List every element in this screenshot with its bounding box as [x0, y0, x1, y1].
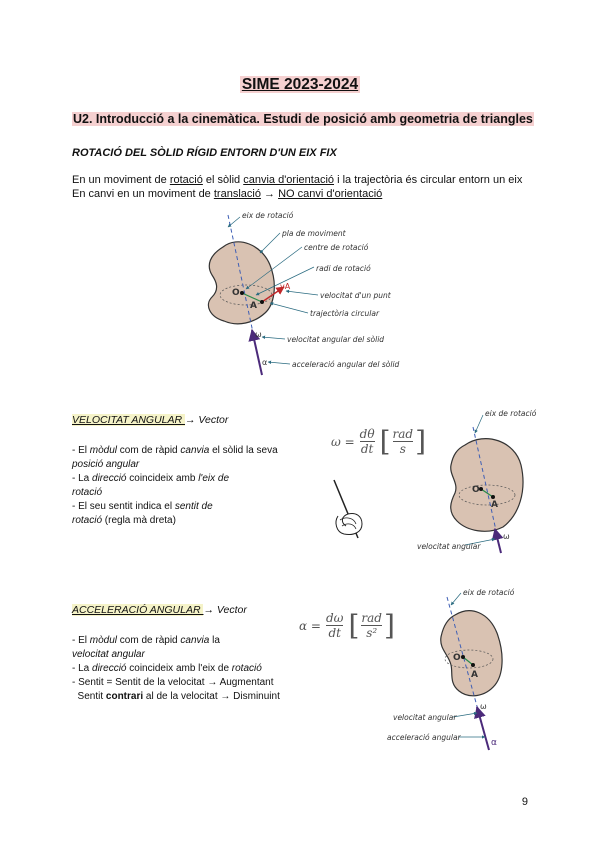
label-trajectory: trajectòria circular: [310, 309, 380, 318]
angular-velocity-bullets: - El mòdul com de ràpid canvia el sòlid la seva posició angular - La direcció coincideix amb l'eix de rotació - El seu sentit indica el sentit de rotació (regla mà dreta): [72, 445, 278, 526]
label-omega: ω: [255, 330, 262, 339]
svg-text:acceleració angular: acceleració angular: [387, 733, 461, 742]
svg-text:eix de rotació: eix de rotació: [463, 588, 515, 597]
svg-text:velocitat angular: velocitat angular: [393, 713, 457, 722]
label-vA: vA: [280, 282, 291, 291]
svg-text:ω: ω: [503, 532, 510, 541]
page-number: 9: [521, 796, 528, 808]
section-heading: ROTACIÓ DEL SÒLID RÍGID ENTORN D'UN EIX FIX: [72, 147, 337, 159]
label-plane: pla de moviment: [282, 229, 346, 238]
svg-text:eix de rotació: eix de rotació: [485, 409, 537, 418]
svg-text:A: A: [491, 500, 498, 510]
label-axis: eix de rotació: [242, 211, 294, 220]
solid-body: [451, 439, 523, 532]
intro-line-2: En canvi en un moviment de translació → NO canvi d'orientació: [72, 188, 383, 200]
angular-acceleration-bullets: - El mòdul com de ràpid canvia la velocitat angular - La direcció coincideix amb l'eix de rotació - Sentit = Sentit de la velocitat → Augmentant Sentit contrari al de la velocitat → Disminuint: [72, 635, 280, 702]
solid-body: [208, 242, 274, 324]
svg-text:α: α: [491, 738, 497, 748]
angular-acceleration-figure: [385, 585, 545, 755]
label-alpha: α: [262, 358, 268, 367]
solid-body: [441, 611, 502, 696]
rotation-figure: [190, 205, 420, 380]
label-center: centre de rotació: [304, 243, 369, 252]
angular-acceleration-title: ACCELERACIÓ ANGULAR → Vector: [72, 604, 247, 616]
unit-heading: U2. Introducció a la cinemàtica. Estudi de posició amb geometria de triangles: [73, 112, 533, 126]
label-velocity: velocitat d'un punt: [320, 291, 391, 300]
label-A: A: [250, 301, 257, 311]
svg-text:O: O: [453, 653, 461, 663]
svg-text:ω: ω: [480, 702, 487, 711]
intro-line-1: En un moviment de rotació el sòlid canvia d'orientació i la trajectòria és circular entorn un eix: [72, 174, 523, 186]
svg-text:velocitat angular: velocitat angular: [417, 542, 481, 551]
angular-acceleration-formula: α = dω dt [ rad s² ]: [299, 609, 395, 642]
document-title: SIME 2023-2024: [241, 76, 359, 93]
right-hand-rule-icon: [328, 476, 378, 546]
svg-text:O: O: [472, 485, 480, 495]
angular-velocity-formula: ω = dθ dt [ rad s ]: [331, 425, 427, 458]
label-radius: radi de rotació: [316, 264, 371, 273]
label-O: O: [232, 288, 240, 298]
svg-text:A: A: [471, 670, 478, 680]
label-omega-desc: velocitat angular del sòlid: [287, 335, 385, 344]
angular-velocity-title: VELOCITAT ANGULAR → Vector: [72, 414, 229, 426]
label-alpha-desc: acceleració angular del sòlid: [292, 360, 400, 369]
angular-velocity-figure: [395, 405, 545, 555]
